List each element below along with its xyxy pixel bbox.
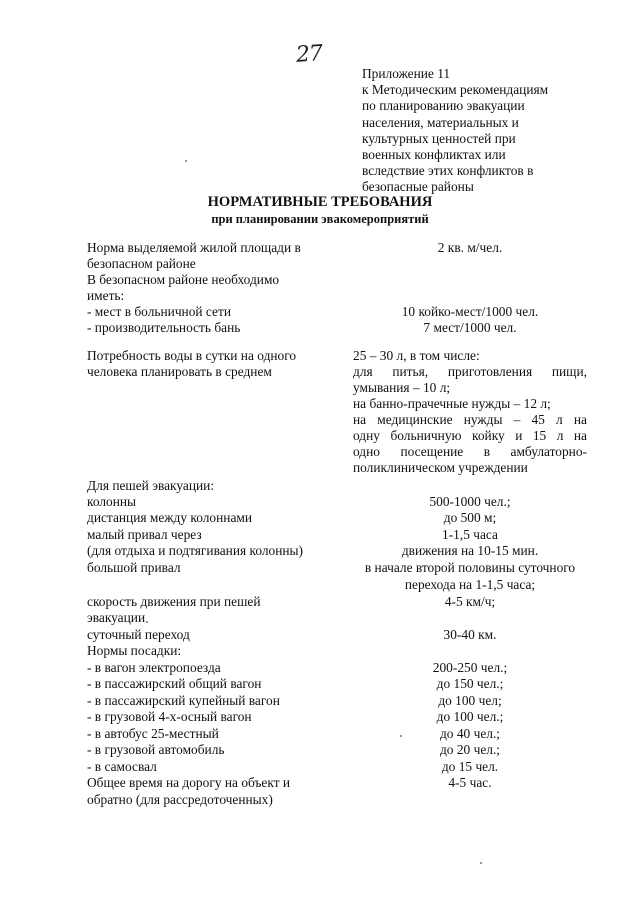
right-value: 1-1,5 часа (442, 527, 498, 542)
left-text: Потребность воды в сутки на одного (87, 348, 297, 363)
left-text: человека планировать в среднем (87, 364, 272, 379)
left-text: - в пассажирский общий вагон (87, 676, 262, 691)
left-text: Норма выделяемой жилой площади в (87, 240, 301, 255)
right-value: до 15 чел. (441, 759, 499, 774)
right-value: 10 койко-мест/1000 чел. (401, 304, 539, 319)
left-text: - производительность бань (87, 320, 241, 335)
document-title: НОРМАТИВНЫЕ ТРЕБОВАНИЯ (207, 194, 433, 210)
annex-line: безопасные районы (362, 179, 474, 195)
annex-line: к Методическим рекомендациям (362, 82, 549, 98)
annex-line: населения, материальных и (362, 114, 519, 130)
right-value: 200-250 чел.; (432, 660, 508, 675)
right-value: перехода на 1-1,5 часа; (404, 577, 536, 592)
right-value: в начале второй половины суточного (364, 560, 576, 575)
right-value: одно посещение в амбулаторно- (353, 444, 587, 459)
annex-line: военных конфликтах или (362, 147, 506, 163)
document-subtitle: при планировании эвакомероприятий (211, 212, 429, 226)
right-value: поликлиническом учреждении (353, 460, 528, 475)
right-value: для питья, приготовления пищи, (353, 364, 587, 379)
right-value: одну больничную койку и 15 л на (353, 428, 587, 443)
annex-line: культурных ценностей при (362, 130, 516, 146)
annex-line: вследствие этих конфликтов в (362, 163, 534, 179)
left-text: иметь: (87, 288, 125, 303)
right-value: до 20 чел.; (439, 742, 501, 757)
scan-speck (185, 160, 187, 162)
left-text: - в грузовой 4-х-осный вагон (87, 709, 252, 724)
left-text: колонны (87, 494, 137, 509)
page-number: 27 (295, 41, 323, 68)
right-value: умывания – 10 л; (353, 380, 451, 395)
left-text: Нормы посадки: (87, 643, 182, 658)
left-text: Для пешей эвакуации: (87, 478, 215, 493)
left-text: Общее время на дорогу на объект и (87, 775, 291, 790)
right-value: на банно-прачечные нужды – 12 л; (353, 396, 551, 411)
right-value: движения на 10-15 мин. (401, 543, 539, 558)
right-value: до 100 чел.; (436, 709, 504, 724)
left-text: дистанция между колоннами (87, 510, 253, 525)
left-text: обратно (для рассредоточенных) (87, 792, 273, 807)
left-text: - в грузовой автомобиль (87, 742, 225, 757)
scan-speck (480, 862, 482, 864)
right-value: 4-5 км/ч; (444, 594, 496, 609)
left-text: скорость движения при пешей (87, 594, 261, 609)
annex-line: Приложение 11 (362, 66, 451, 81)
left-text: - в автобус 25-местный (87, 726, 219, 741)
right-value: 4-5 час. (448, 775, 492, 790)
annex-header (362, 66, 612, 196)
right-value: 30-40 км. (443, 627, 497, 642)
left-text: - в вагон электропоезда (87, 660, 221, 675)
left-text: (для отдыха и подтягивания колонны) (87, 543, 304, 558)
right-value: до 500 м; (443, 510, 497, 525)
right-value: до 150 чел.; (436, 676, 504, 691)
left-text: суточный переход (87, 627, 190, 642)
left-text: - в самосвал (87, 759, 157, 774)
right-value: 25 – 30 л, в том числе: (353, 348, 480, 363)
right-value: на медицинские нужды – 45 л на (353, 412, 587, 427)
left-text: безопасном районе (87, 256, 196, 271)
annex-line: по планированию эвакуации (362, 98, 525, 114)
scan-speck (400, 735, 402, 737)
left-text: большой привал (87, 560, 181, 575)
left-text: - в пассажирский купейный вагон (87, 693, 280, 708)
left-text: - мест в больничной сети (87, 304, 232, 319)
left-text: эвакуации (87, 610, 146, 625)
right-value: 2 кв. м/чел. (437, 240, 503, 255)
left-text: малый привал через (87, 527, 202, 542)
right-value: 7 мест/1000 чел. (423, 320, 517, 335)
scan-speck (146, 621, 148, 623)
right-value: до 40 чел.; (439, 726, 501, 741)
right-value: 500-1000 чел.; (429, 494, 511, 509)
right-value: до 100 чел; (438, 693, 502, 708)
left-text: В безопасном районе необходимо (87, 272, 280, 287)
